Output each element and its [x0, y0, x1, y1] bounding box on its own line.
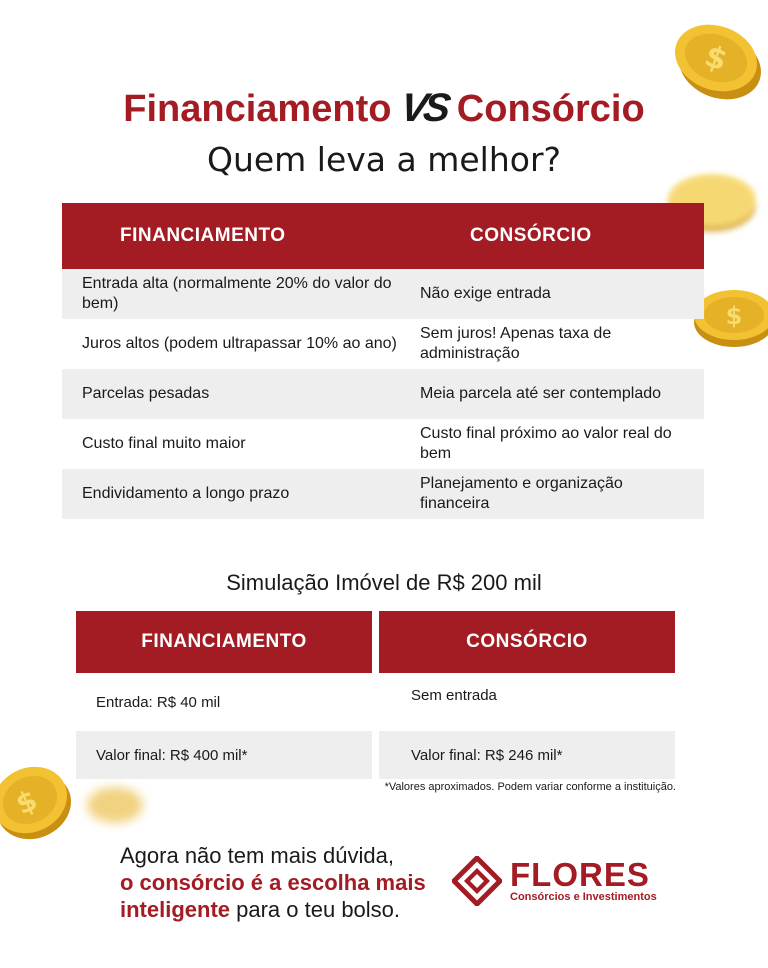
title-consorcio: Consórcio — [456, 88, 645, 130]
closing-line-3-rest: para o teu bolso. — [230, 897, 401, 922]
gold-coin-icon — [0, 760, 80, 844]
simulation-financiamento — [76, 611, 372, 779]
simulation-entrada: Sem entrada — [411, 687, 497, 704]
column-header-consorcio: CONSÓRCIO — [470, 225, 592, 246]
column-header-financiamento: FINANCIAMENTO — [120, 225, 286, 246]
page-title — [0, 86, 768, 131]
title-financiamento: Financiamento — [123, 88, 392, 130]
simulation-title: Simulação Imóvel de R$ 200 mil — [226, 570, 542, 595]
cell-consorcio: Planejamento e organização financeira — [420, 475, 623, 512]
closing-line-1: Agora não tem mais dúvida, — [120, 843, 394, 868]
closing-line-3 — [120, 896, 426, 923]
brand-logo — [452, 856, 657, 906]
cell-financiamento: Custo final muito maior — [82, 435, 246, 452]
simulation-header-consorcio: CONSÓRCIO — [379, 611, 675, 673]
cell-consorcio: Sem juros! Apenas taxa de administração — [420, 325, 612, 362]
table-row — [62, 269, 704, 319]
page-subtitle: Quem leva a melhor? — [206, 140, 562, 179]
simulation-consorcio — [379, 611, 675, 779]
svg-text:$: $ — [700, 38, 732, 79]
simulation-valor-final: Valor final: R$ 400 mil* — [76, 731, 372, 779]
closing-line-2: o consórcio é a escolha mais — [120, 870, 426, 895]
svg-text:$: $ — [10, 783, 43, 822]
brand-tagline: Consórcios e Investimentos — [510, 891, 657, 903]
simulation-valor-final: Valor final: R$ 246 mil* — [379, 731, 675, 779]
closing-message — [120, 842, 426, 923]
table-row — [62, 319, 704, 369]
simulation-header-financiamento: FINANCIAMENTO — [76, 611, 372, 673]
cell-financiamento: Parcelas pesadas — [82, 385, 210, 402]
cell-consorcio: Meia parcela até ser contemplado — [420, 385, 662, 402]
closing-highlight: inteligente — [120, 897, 231, 922]
table-row — [62, 369, 704, 419]
table-row — [62, 419, 704, 469]
comparison-table — [62, 203, 704, 519]
disclaimer-note: *Valores aproximados. Podem variar conforme a instituição. — [384, 781, 676, 793]
cell-financiamento: Juros altos (podem ultrapassar 10% ao ano) — [82, 335, 397, 352]
vs-mark: VS — [398, 86, 450, 130]
simulation-entrada: Entrada: R$ 40 mil — [96, 693, 221, 711]
flores-logo-icon — [452, 856, 502, 906]
cell-financiamento: Endividamento a longo prazo — [82, 485, 290, 502]
cell-consorcio: Custo final próximo ao valor real do bem — [420, 425, 672, 462]
svg-text:$: $ — [725, 302, 743, 330]
cell-consorcio: Não exige entrada — [420, 285, 551, 302]
cell-financiamento: Entrada alta (normalmente 20% do valor do bem) — [82, 275, 392, 312]
comparison-header — [62, 203, 704, 269]
table-row — [62, 469, 704, 519]
gold-coin-icon — [80, 780, 150, 830]
brand-name: FLORES — [510, 856, 650, 893]
